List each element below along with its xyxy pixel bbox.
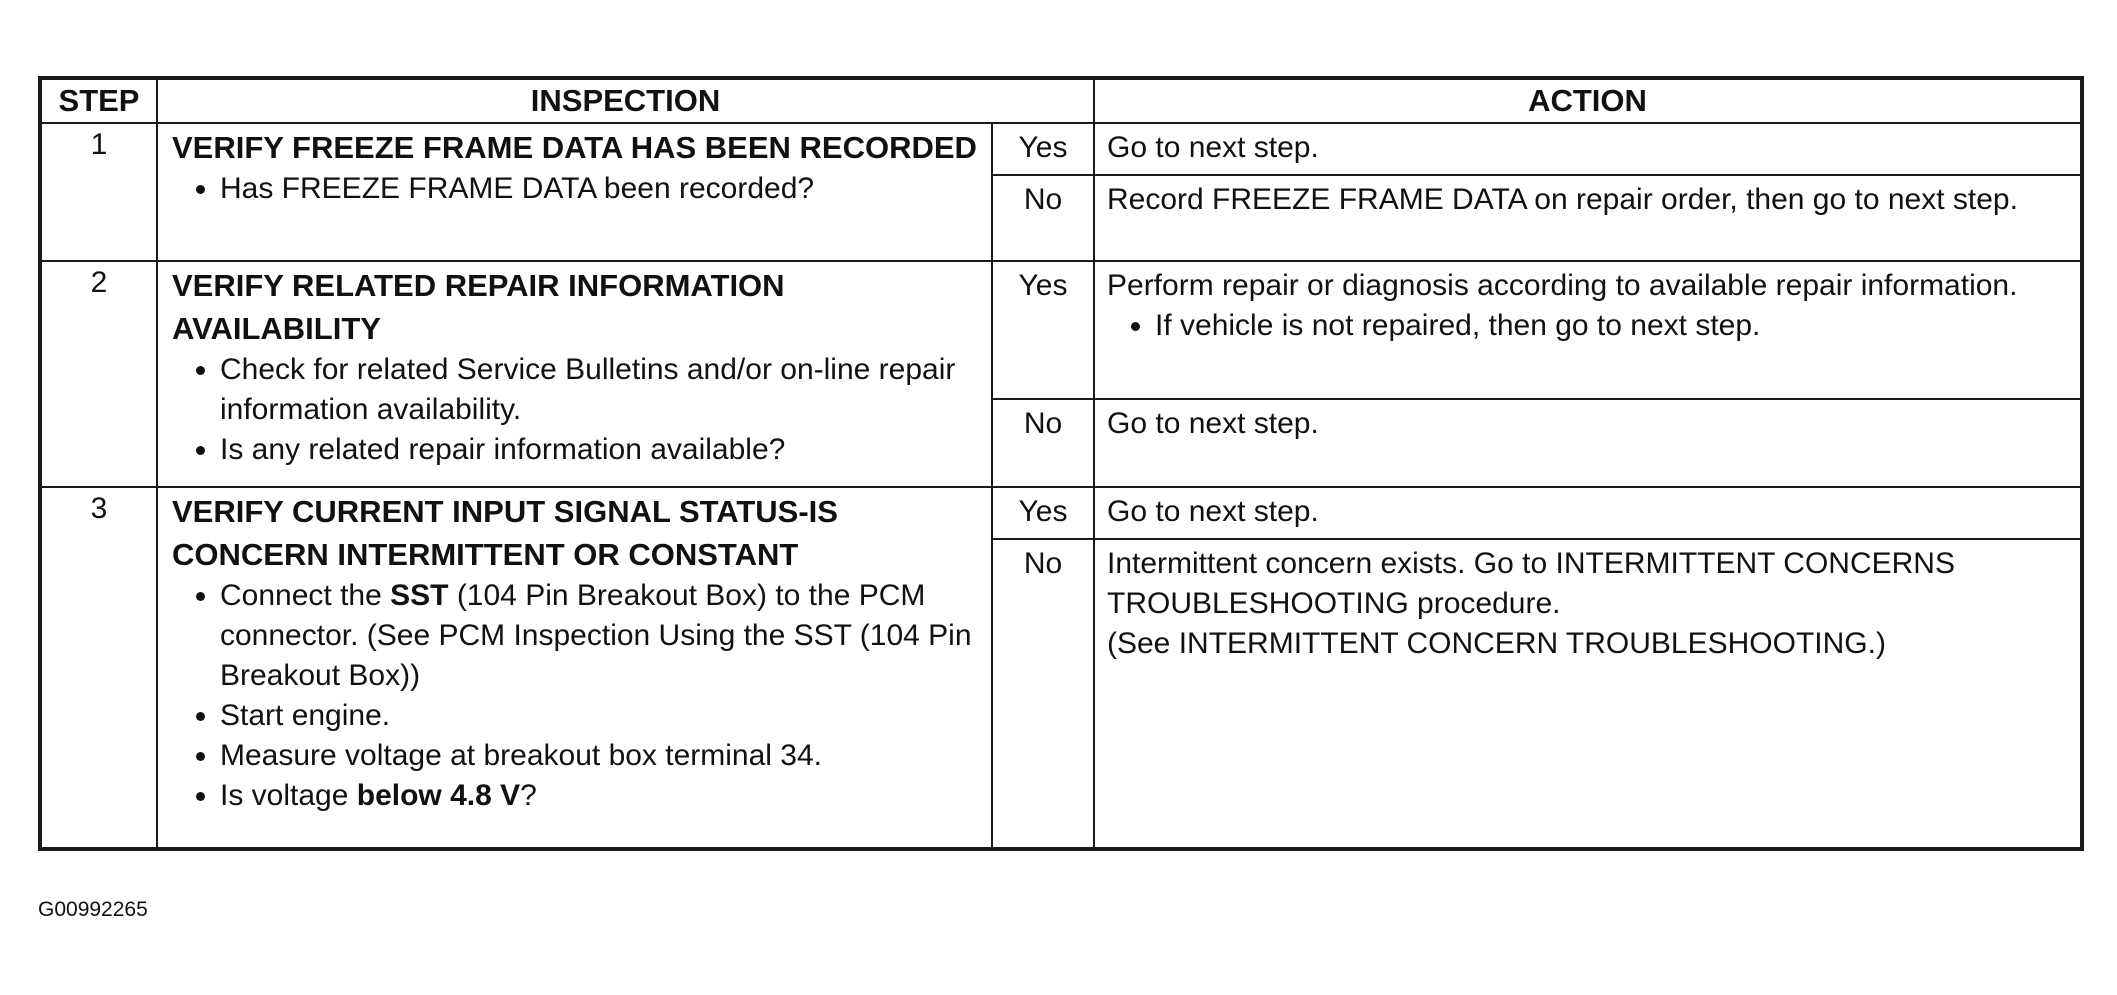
inspection-title: VERIFY CURRENT INPUT SIGNAL STATUS-IS CONCERN INTERMITTENT OR CONSTANT: [172, 494, 838, 572]
step-number: 2: [40, 261, 157, 487]
header-inspection: INSPECTION: [157, 78, 1094, 123]
figure-code: G00992265: [38, 898, 148, 921]
yes-label: Yes: [992, 261, 1094, 399]
inspection-bullet: • Connect the SST (104 Pin Breakout Box) to the PCM connector. (See PCM Inspection Using the SST (104 Pin Breakout Box)): [220, 576, 979, 696]
step-number: 3: [40, 487, 157, 849]
diagnostic-table: [38, 76, 2084, 851]
inspection-cell: [157, 261, 992, 487]
table-row: [40, 487, 2082, 539]
yes-action-cell: [1094, 261, 2082, 399]
no-label: No: [992, 539, 1094, 849]
inspection-bullet: • Is any related repair information available?: [220, 430, 979, 470]
inspection-bullets: [172, 350, 979, 470]
no-label: No: [992, 399, 1094, 487]
step-number: 1: [40, 123, 157, 261]
header-action: ACTION: [1094, 78, 2082, 123]
header-step: STEP: [40, 78, 157, 123]
yes-action: Go to next step.: [1094, 123, 2082, 175]
no-action-cell: [1094, 539, 2082, 849]
inspection-cell: [157, 487, 992, 849]
no-action: Intermittent concern exists. Go to INTERMITTENT CONCERNS TROUBLESHOOTING procedure.: [1107, 547, 1955, 620]
inspection-cell: [157, 123, 992, 261]
inspection-title: VERIFY RELATED REPAIR INFORMATION AVAILABILITY: [172, 268, 785, 346]
yes-label: Yes: [992, 487, 1094, 539]
action-bullets: [1107, 306, 2070, 346]
inspection-bullets: [172, 169, 979, 209]
inspection-bullets: [172, 576, 979, 816]
yes-action: Go to next step.: [1094, 487, 2082, 539]
inspection-bullet: • Is voltage below 4.8 V?: [220, 776, 979, 816]
no-action-reference: (See INTERMITTENT CONCERN TROUBLESHOOTING.): [1107, 627, 1886, 660]
yes-action: Perform repair or diagnosis according to available repair information.: [1107, 269, 2018, 302]
table-row: [40, 123, 2082, 175]
inspection-bullet: • Check for related Service Bulletins and/or on-line repair information availability.: [220, 350, 979, 430]
no-action: Go to next step.: [1094, 399, 2082, 487]
inspection-title: VERIFY FREEZE FRAME DATA HAS BEEN RECORDED: [172, 130, 977, 165]
no-action: Record FREEZE FRAME DATA on repair order, then go to next step.: [1094, 175, 2082, 261]
inspection-bullet: • Has FREEZE FRAME DATA been recorded?: [220, 169, 979, 209]
inspection-bullet: • Start engine.: [220, 696, 979, 736]
yes-label: Yes: [992, 123, 1094, 175]
table-header-row: [40, 78, 2082, 123]
no-label: No: [992, 175, 1094, 261]
action-bullet: • If vehicle is not repaired, then go to next step.: [1155, 306, 2070, 346]
table-row: [40, 261, 2082, 399]
inspection-bullet: • Measure voltage at breakout box terminal 34.: [220, 736, 979, 776]
